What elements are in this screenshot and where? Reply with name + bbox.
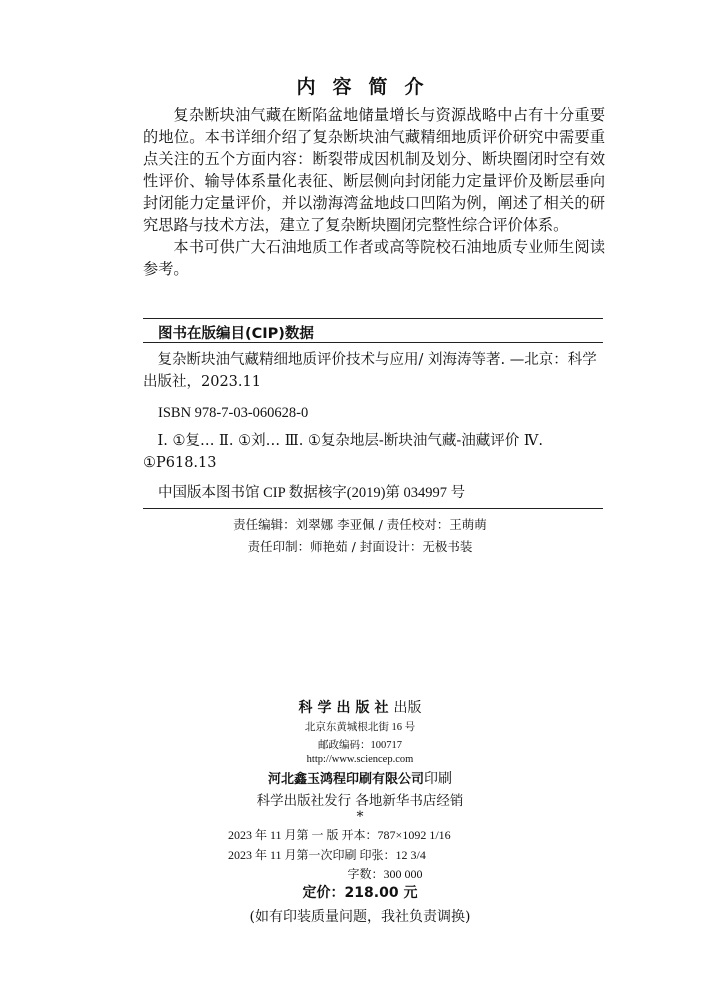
publisher-suffix: 出版 bbox=[393, 700, 422, 716]
word-count: 字数：300 000 bbox=[347, 867, 423, 881]
cip-top-divider bbox=[143, 318, 603, 319]
cip-bottom-divider bbox=[143, 508, 603, 509]
cip-classification: Ⅰ. ①复… Ⅱ. ①刘… Ⅲ. ①复杂地层-断块油气藏-油藏评价 Ⅳ. ①P618.13 bbox=[143, 433, 543, 471]
postcode: 邮政编码：100717 bbox=[318, 740, 402, 751]
publisher-address: 北京东黄城根北街 16 号 bbox=[304, 722, 416, 733]
separator-star: * bbox=[356, 809, 364, 825]
distribution-line: 科学出版社发行 各地新华书店经销 bbox=[256, 793, 464, 809]
printer-suffix: 印刷 bbox=[424, 771, 452, 787]
cip-heading: 图书在版编目(CIP)数据 bbox=[158, 326, 314, 342]
printer-line bbox=[0, 768, 720, 788]
editor-credits: 责任编辑：刘翠娜 李亚佩 / 责任校对：王萌萌 bbox=[233, 517, 487, 532]
page-title: 内容简介 bbox=[296, 76, 441, 98]
quality-note: (如有印装质量问题，我社负责调换) bbox=[249, 909, 471, 925]
cip-description: 复杂断块油气藏精细地质评价技术与应用/ 刘海涛等著. —北京：科学出版社，2023.11 bbox=[143, 352, 597, 390]
cip-isbn: ISBN 978-7-03-060628-0 bbox=[158, 405, 309, 421]
production-credits: 责任印制：师艳茹 / 封面设计：无极书装 bbox=[247, 539, 473, 554]
publisher-name: 科学出版社 bbox=[298, 700, 394, 716]
summary-paragraph-1: 复杂断块油气藏在断陷盆地储量增长与资源战略中占有十分重要的地位。本书详细介绍了复杂断块油气藏精细地质评价研究中需要重点关注的五个方面内容：断裂带成因机制及划分、断块圈闭时空有效性评价、输导体系量化表征、断层侧向封闭能力定量评价及断层垂向封闭能力定量评价，并以渤海湾盆地歧口凹陷为例，阐述了相关的研究思路与技术方法，建立了复杂断块圈闭完整性综合评价体系。 bbox=[143, 106, 605, 234]
summary-paragraph-2: 本书可供广大石油地质工作者或高等院校石油地质专业师生阅读参考。 bbox=[143, 238, 605, 278]
cip-number: 中国版本图书馆 CIP 数据核字(2019)第 034997 号 bbox=[158, 485, 466, 501]
edition-line-2: 2023 年 11 月第一次印刷 印张：12 3/4 bbox=[228, 848, 426, 862]
publisher-line bbox=[0, 697, 720, 717]
edition-line-1: 2023 年 11 月第 一 版 开本：787×1092 1/16 bbox=[228, 828, 451, 842]
price: 定价：218.00 元 bbox=[302, 885, 418, 901]
printer-name: 河北鑫玉鸿程印刷有限公司 bbox=[267, 772, 424, 787]
cip-heading-divider bbox=[143, 342, 603, 343]
publisher-url: http://www.sciencep.com bbox=[306, 754, 414, 765]
